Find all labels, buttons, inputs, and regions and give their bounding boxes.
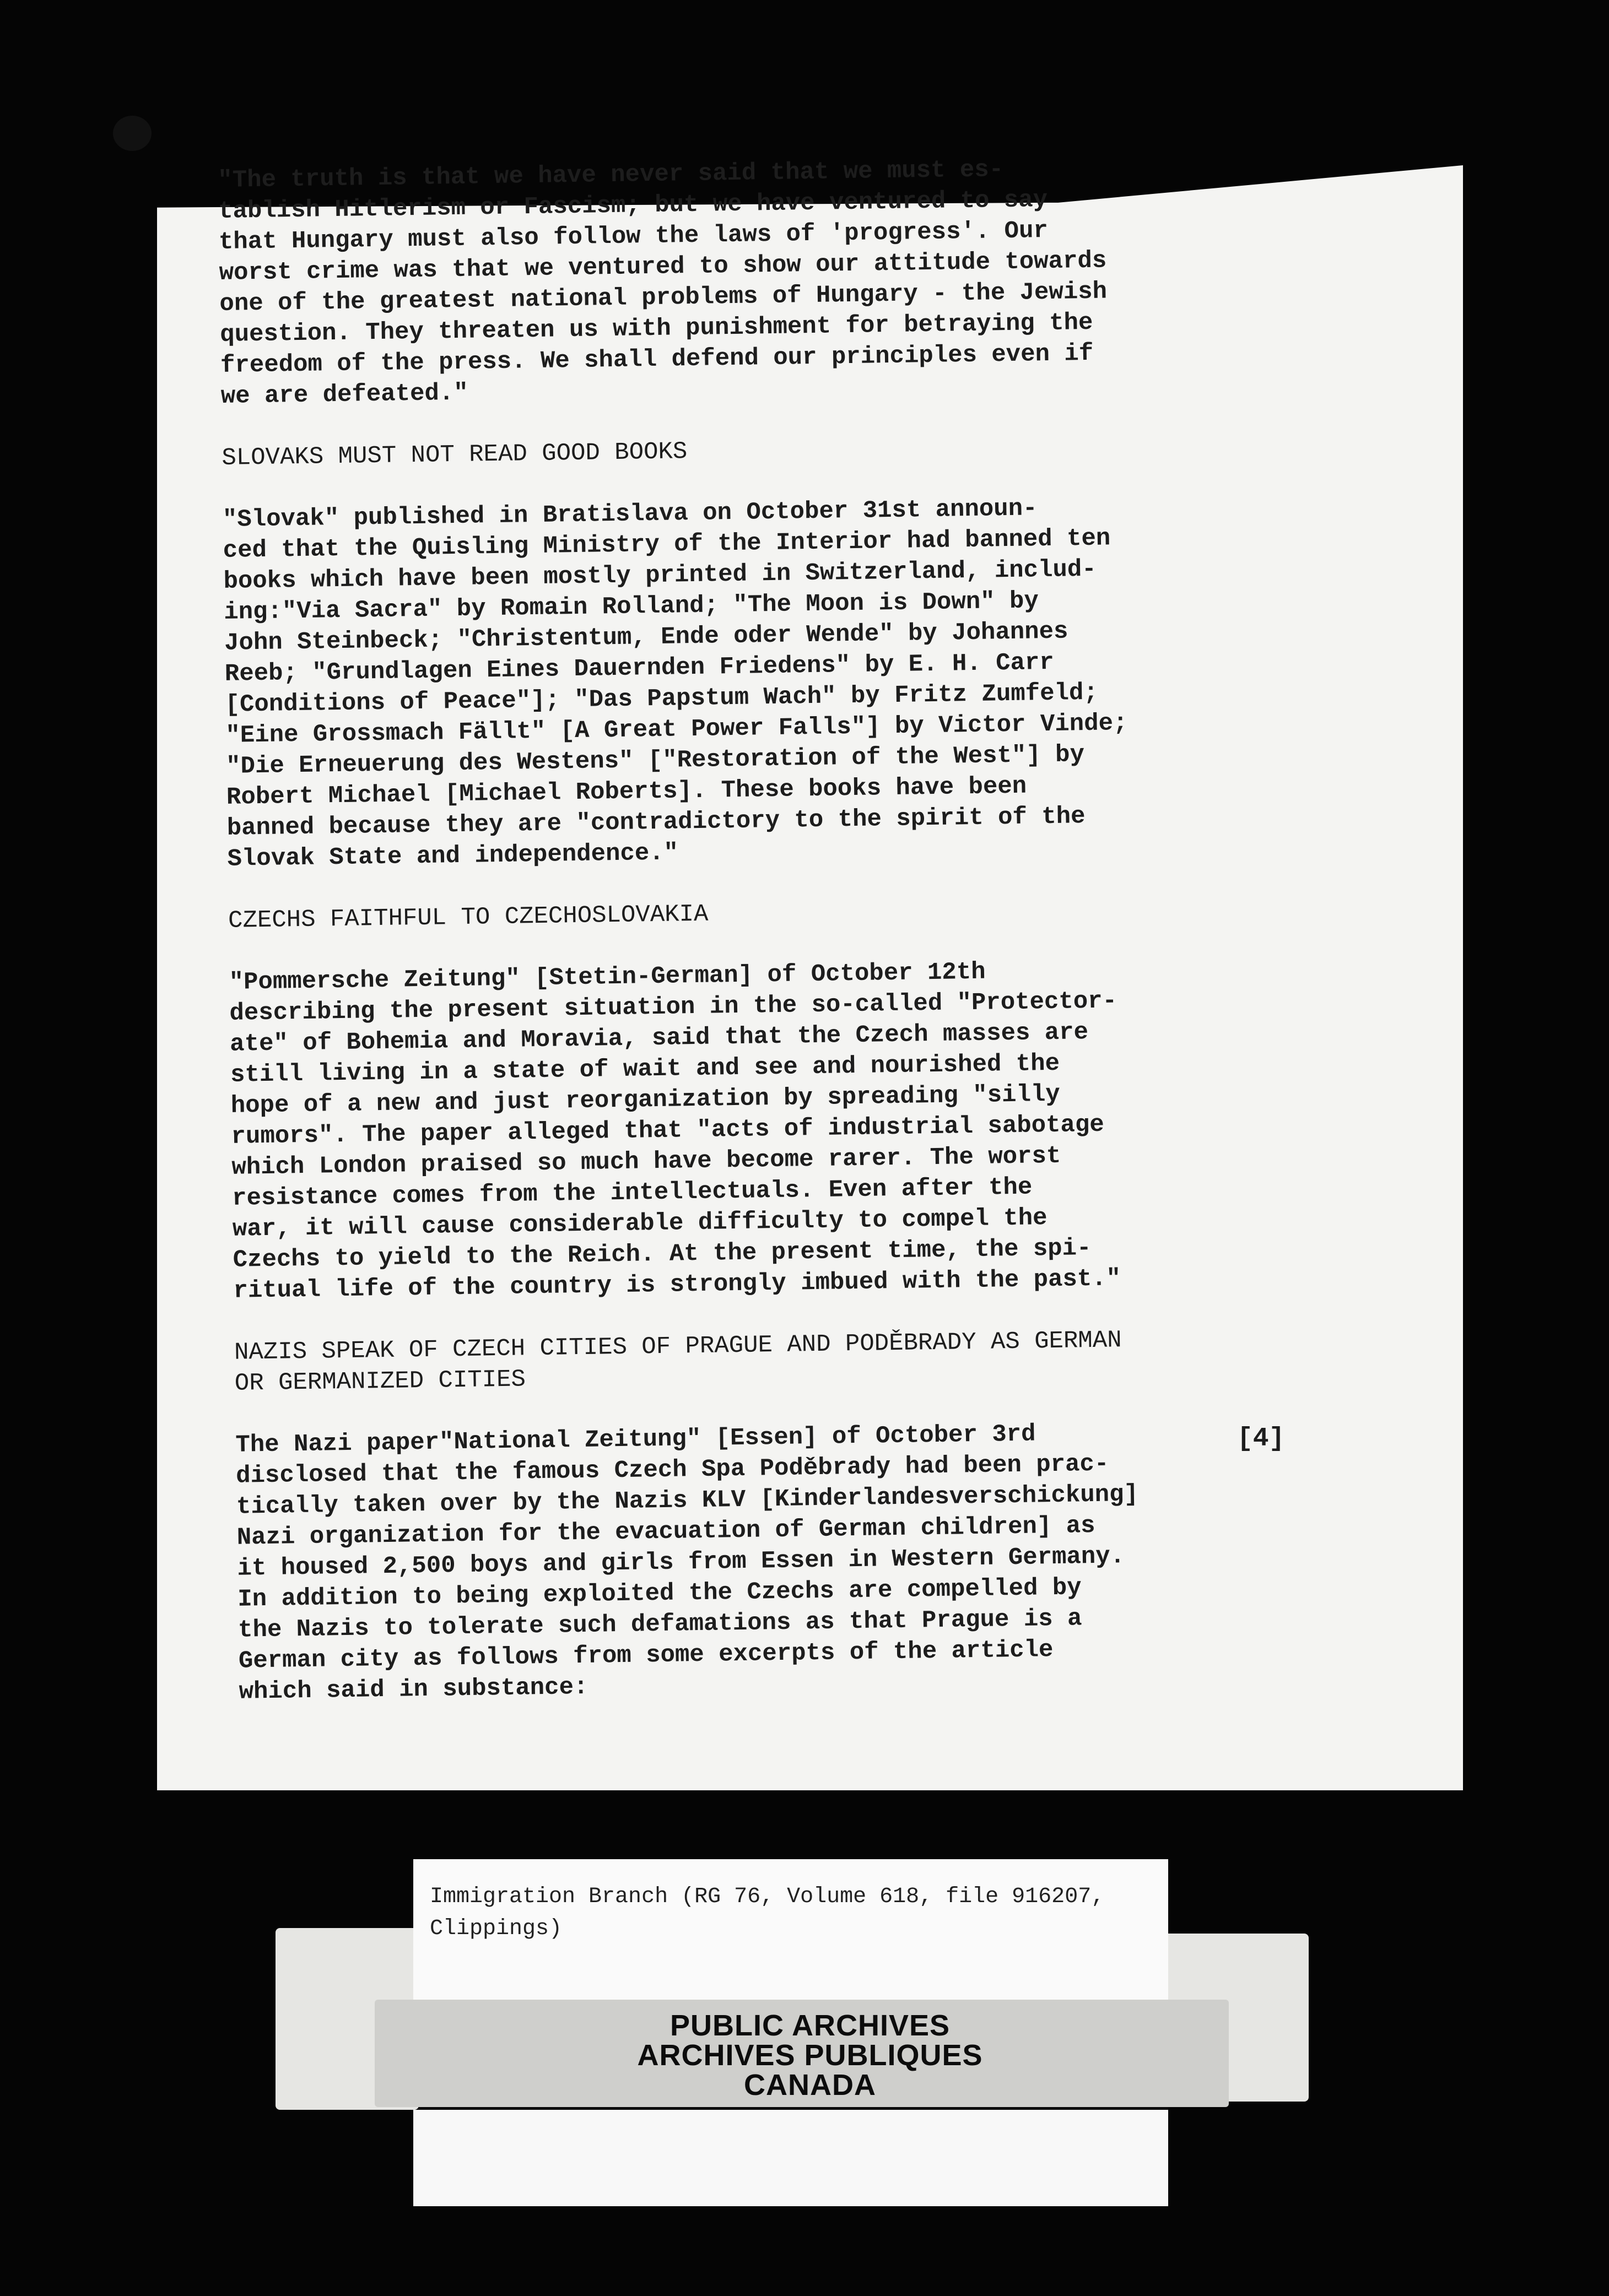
archive-reference-text: Immigration Branch (RG 76, Volume 618, file 916207, Clippings) (430, 1885, 1105, 1941)
paragraph-national-zeitung: The Nazi paper"National Zeitung" [Essen] of October 3rd disclosed that the famous Czech Spa Poděbrady had been prac- tically taken over by the Nazis KLV [Kinderlandesverschickung] Nazi organization for the evacuation of German children] as it housed 2,500 boys and girls from Essen in Western Germany. In addition to being exploited the Czechs are compelled by the Nazis to tolerate such defamations as that Prague is a German city as follows from some excerpts of the article which said in substance: (235, 1420, 1139, 1706)
heading-nazis-speak: NAZIS SPEAK OF CZECH CITIES OF PRAGUE AND PODĚBRADY AS GERMAN OR GERMANIZED CITIES (234, 1326, 1122, 1398)
paragraph-banned-books: "Slovak" published in Bratislava on October 31st announ- ced that the Quisling Ministry of the Interior had banned ten books which have been mostly printed in Switzerland, includ- ing:"Via Sacra" by Romain Rolland; "The Moon is Down" by John Steinbeck; "Christentum, Ende oder Wende" by Johannes Reeb; "Grundlagen Eines Dauernden Friedens" by E. H. Carr [Conditions of Peace"]; "Das Papstum Wach" by Fritz Zumfeld; "Eine Grossmach Fällt" [A Great Power Falls"] by Victor Vinde; "Die Erneuerung des Westens" ["Restoration of the West"] by Robert Michael [Michael Roberts]. These books have been banned because they are "contradictory to the spirit of the Slovak State and independence." (222, 495, 1128, 873)
document-body (218, 151, 1248, 1707)
stamp-line-1: PUBLIC ARCHIVES (669, 2009, 951, 2042)
stamp-line-3: CANADA (744, 2068, 876, 2102)
paragraph-quote-hungary: "The truth is that we have never said that we must es- tablish Hitlerism or Fascism; but we have ventured to say that Hungary must also follow the laws of 'progress'. Our worst crime was that we ventured to show our attitude towards one of the greatest national problems of Hungary - the Jewish question. They threaten us with punishment for betraying the freedom of the press. We shall defend our principles even if we are defeated." (218, 156, 1108, 410)
heading-slovaks: SLOVAKS MUST NOT READ GOOD BOOKS (222, 438, 688, 472)
page-number: [4] (1237, 1424, 1285, 1454)
archive-reference-label (413, 1859, 1168, 2002)
archives-stamp (562, 2011, 1058, 2100)
stamp-line-2: ARCHIVES PUBLIQUES (637, 2039, 983, 2072)
label-bottom (413, 2110, 1168, 2206)
paragraph-pommersche-zeitung: "Pommersche Zeitung" [Stetin-German] of October 12th describing the present situation in the so-called "Protector- ate" of Bohemia and Moravia, said that the Czech masses are still living in a state of wait and see and nourished the hope of a new and just reorganization by spreading "silly rumors". The paper alleged that "acts of industrial sabotage which London praised so much have become rarer. The worst resistance comes from the intellectuals. Even after the war, it will cause considerable difficulty to compel the Czechs to yield to the Reich. At the present time, the spi- ritual life of the country is strongly imbued with the past." (229, 958, 1121, 1305)
heading-czechs-faithful: CZECHS FAITHFUL TO CZECHOSLOVAKIA (228, 900, 709, 935)
punch-hole (113, 116, 152, 151)
